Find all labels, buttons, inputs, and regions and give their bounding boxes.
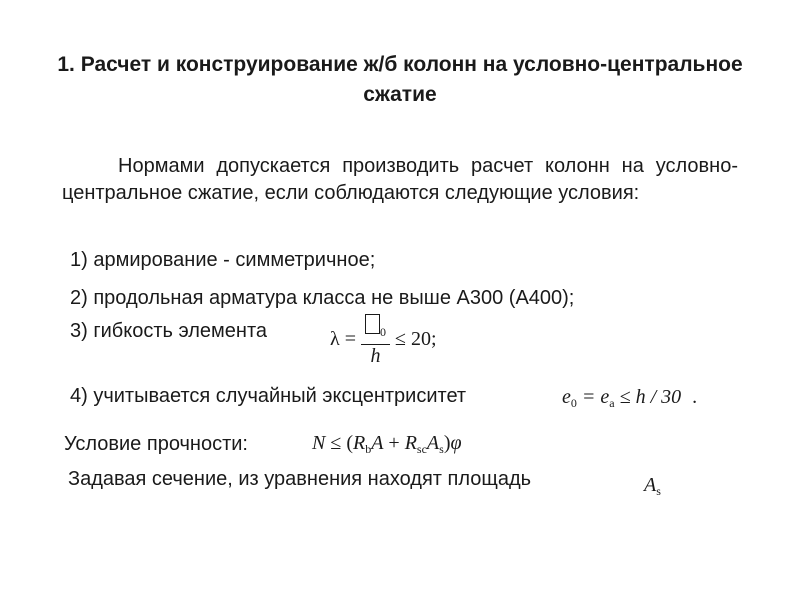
lambda-symbol: λ bbox=[330, 328, 340, 351]
condition-3: 3) гибкость элемента bbox=[70, 320, 268, 342]
condition-1: 1) армирование - симметричное; bbox=[70, 249, 376, 271]
missing-glyph-box bbox=[365, 314, 380, 334]
final-line: Задавая сечение, из уравнения находят площадь bbox=[68, 468, 532, 490]
fraction-denominator: h bbox=[370, 345, 381, 367]
condition-2: 2) продольная арматура класса не выше А300 (А400); bbox=[70, 287, 575, 309]
fraction-numerator: 0 bbox=[361, 314, 390, 345]
strength-label: Условие прочности: bbox=[64, 433, 248, 455]
slenderness-formula bbox=[330, 314, 437, 367]
intro-paragraph: Нормами допускается производить расчет колонн на условно-центральное сжатие, если соблюдаются следующие условия: bbox=[62, 155, 738, 204]
equals-sign: = bbox=[344, 328, 356, 351]
area-symbol: $A_s$ bbox=[644, 474, 661, 498]
eccentricity-formula: $e_0 = e_a \le h / 30$ . bbox=[562, 386, 698, 410]
condition-4: 4) учитывается случайный эксцентриситет bbox=[70, 385, 467, 407]
slide-title: 1. Расчет и конструирование ж/б колонн на условно-центральное сжатие bbox=[57, 53, 743, 106]
fraction bbox=[361, 314, 390, 367]
relation-text: ≤ 20; bbox=[394, 328, 437, 351]
strength-formula: $N \le (R_bA + R_{sc}A_s)\varphi$ bbox=[312, 432, 462, 456]
